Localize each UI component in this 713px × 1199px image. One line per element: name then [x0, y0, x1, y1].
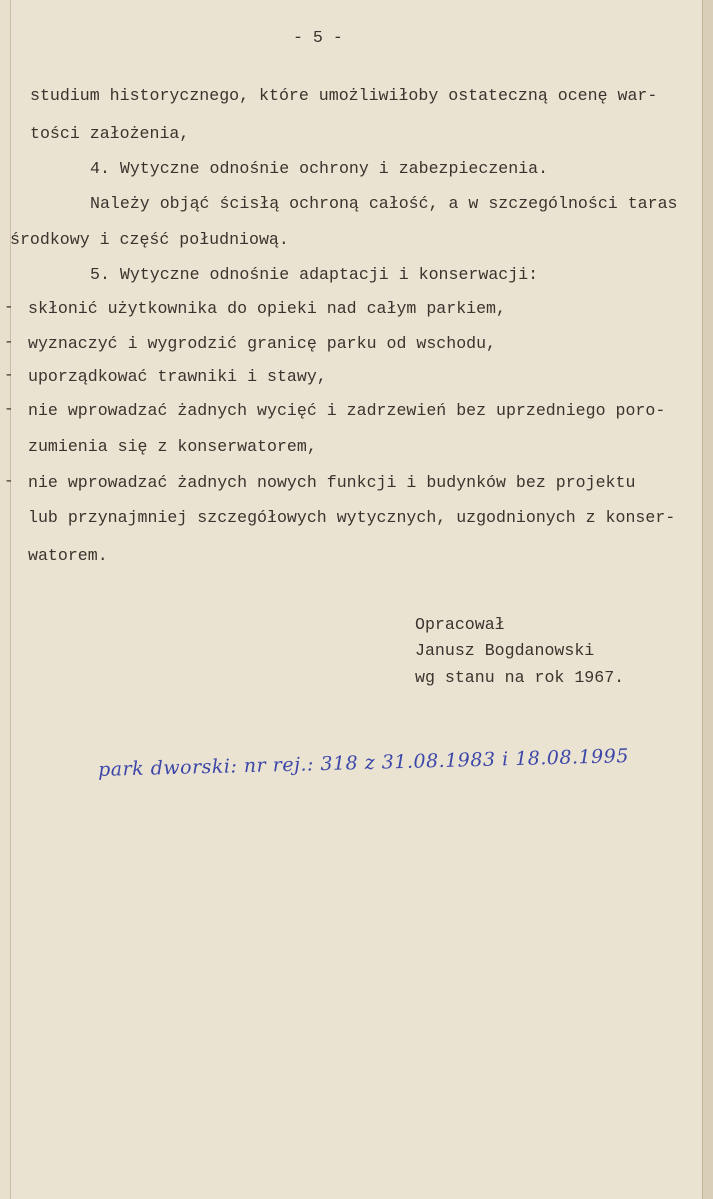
- signature-prepared-by: Opracował: [415, 615, 505, 634]
- bullet-item-continued: zumienia się z konserwatorem,: [28, 437, 317, 456]
- page-number: - 5 -: [293, 28, 343, 47]
- bullet-item: wyznaczyć i wygrodzić granicę parku od wschodu,: [28, 334, 497, 353]
- bullet-item: skłonić użytkownika do opieki nad całym parkiem,: [28, 299, 506, 318]
- text-line: tości założenia,: [30, 124, 190, 143]
- bullet-dash: -: [4, 366, 14, 384]
- bullet-item-continued: watorem.: [28, 546, 108, 565]
- bullet-item: uporządkować trawniki i stawy,: [28, 367, 327, 386]
- bullet-item-continued: lub przynajmniej szczegółowych wytycznych, uzgodnionych z konser-: [28, 508, 676, 527]
- bullet-item: nie wprowadzać żadnych wycięć i zadrzewień bez uprzedniego poro-: [28, 401, 666, 420]
- page-edge: [702, 0, 713, 1199]
- text-line: Należy objąć ścisłą ochroną całość, a w szczególności taras: [90, 194, 678, 213]
- document-page: [10, 0, 704, 1199]
- section-heading-4: 4. Wytyczne odnośnie ochrony i zabezpieczenia.: [90, 159, 549, 178]
- signature-author: Janusz Bogdanowski: [415, 641, 595, 660]
- bullet-item: nie wprowadzać żadnych nowych funkcji i budynków bez projektu: [28, 473, 636, 492]
- section-heading-5: 5. Wytyczne odnośnie adaptacji i konserwacji:: [90, 265, 539, 284]
- text-line: studium historycznego, które umożliwiłoby ostateczną ocenę war-: [30, 86, 658, 105]
- signature-state: wg stanu na rok 1967.: [415, 668, 625, 687]
- bullet-dash: -: [4, 400, 14, 418]
- handwritten-note: park dworski: nr rej.: 318 z 31.08.1983 i 18.08.1995: [97, 745, 630, 781]
- bullet-dash: -: [4, 298, 14, 316]
- bullet-dash: -: [4, 472, 14, 490]
- bullet-dash: -: [4, 333, 14, 351]
- text-line: środkowy i część południową.: [10, 230, 289, 249]
